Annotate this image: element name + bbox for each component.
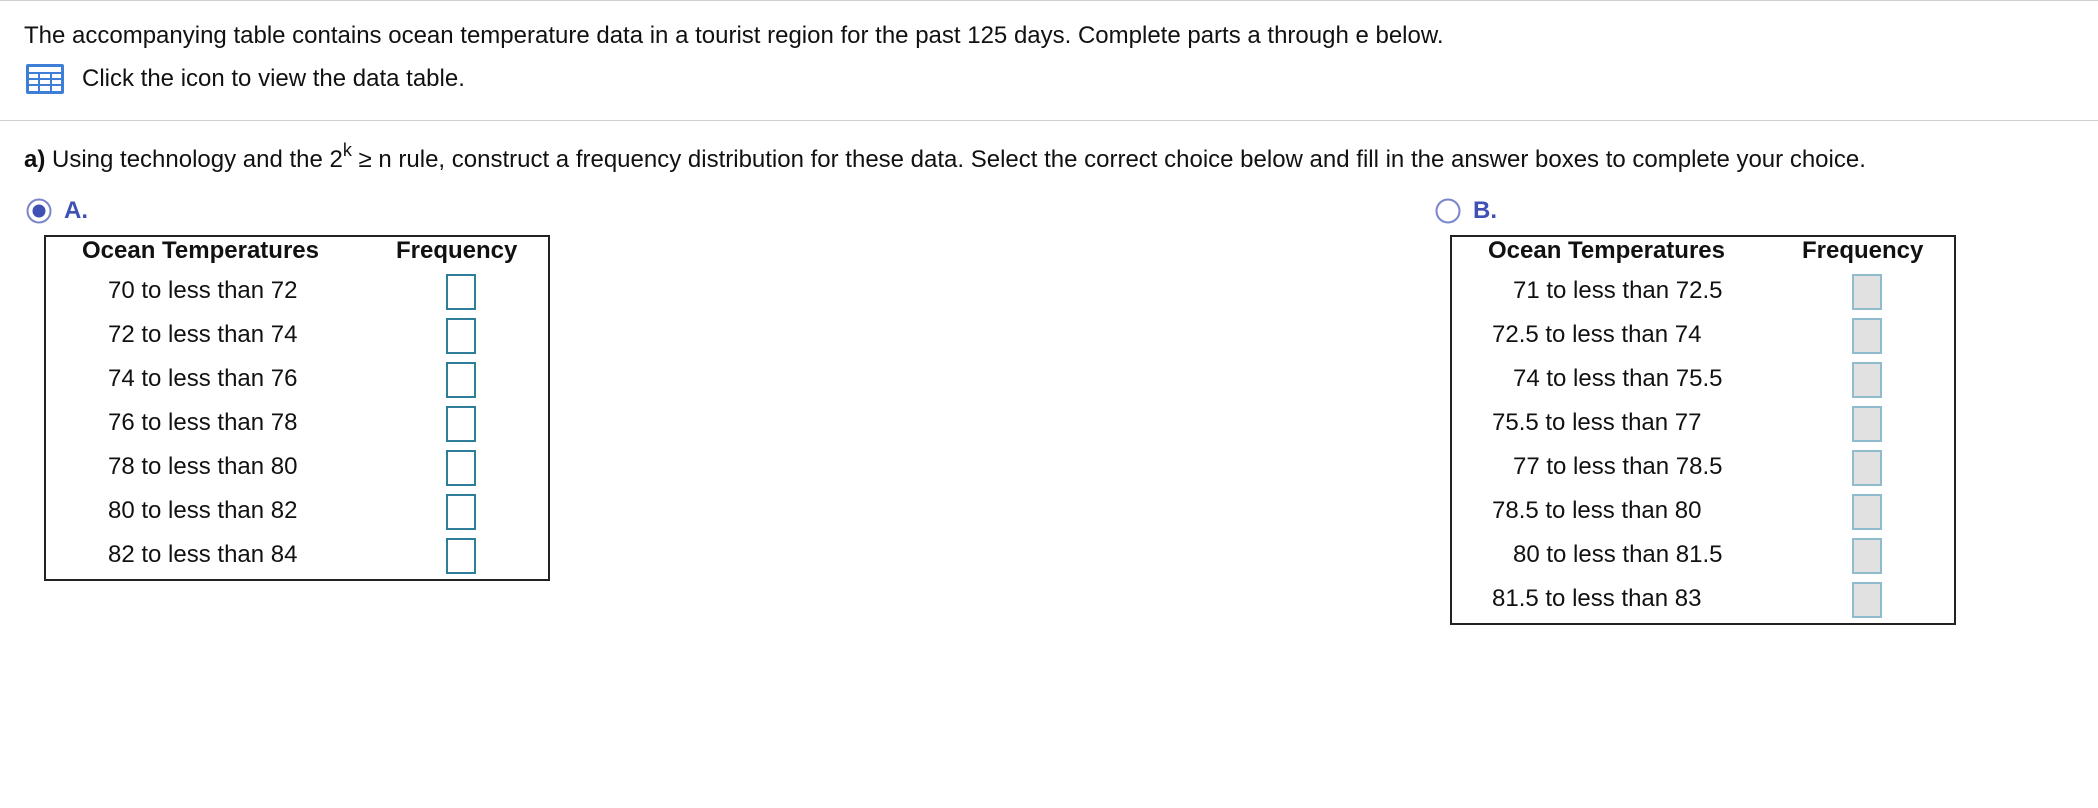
problem-intro: The accompanying table contains ocean temperature data in a tourist region for the past 125 days. Complete parts a through e below. <box>24 22 1444 49</box>
question-part-a <box>24 142 1866 174</box>
choice-b-radio-icon[interactable] <box>1435 198 1461 224</box>
question-text-before: Using technology and the 2 <box>52 146 343 173</box>
choice-b-letter: B. <box>1473 197 1497 224</box>
choice-a-frequency-input[interactable] <box>446 538 476 574</box>
view-data-table-label[interactable]: Click the icon to view the data table. <box>82 65 465 92</box>
question-superscript: k <box>342 140 352 160</box>
choice-a-frequency-table <box>44 235 550 581</box>
choice-a-header-frequency: Frequency <box>396 237 518 264</box>
section-divider <box>0 120 2098 121</box>
choice-b-frequency-input[interactable] <box>1852 362 1882 398</box>
part-label: a) <box>24 146 46 173</box>
choice-a-row-label: 80 to less than 82 <box>108 497 298 524</box>
choice-b-frequency-input[interactable] <box>1852 538 1882 574</box>
choice-a-letter: A. <box>64 197 88 224</box>
view-data-table-link[interactable] <box>26 64 465 94</box>
choice-b-row-label: 80 to less than 81.5 <box>1513 541 1723 568</box>
choice-b-row-label: 74 to less than 75.5 <box>1513 365 1723 392</box>
choice-b-row-label: 75.5 to less than 77 <box>1492 409 1702 436</box>
choice-a-row-label: 72 to less than 74 <box>108 321 298 348</box>
question-text-after: ≥ n rule, construct a frequency distribution for these data. Select the correct choice below and fill in the answer boxes to complete your choice. <box>351 146 1866 173</box>
choice-a-frequency-input[interactable] <box>446 274 476 310</box>
choice-b-row-label: 77 to less than 78.5 <box>1513 453 1723 480</box>
choice-b-frequency-input[interactable] <box>1852 406 1882 442</box>
choice-b-frequency-input[interactable] <box>1852 318 1882 354</box>
choice-a-row-label: 82 to less than 84 <box>108 541 298 568</box>
choice-a-row-label: 76 to less than 78 <box>108 409 298 436</box>
choice-b-frequency-table <box>1450 235 1956 625</box>
choice-b-frequency-input[interactable] <box>1852 582 1882 618</box>
top-divider <box>0 0 2098 1</box>
choice-a-frequency-input[interactable] <box>446 494 476 530</box>
choice-b[interactable] <box>1435 197 1497 225</box>
choice-b-header-class: Ocean Temperatures <box>1488 237 1725 264</box>
choice-b-row-label: 78.5 to less than 80 <box>1492 497 1702 524</box>
choice-a[interactable] <box>26 197 88 225</box>
choice-b-frequency-input[interactable] <box>1852 274 1882 310</box>
choice-a-frequency-input[interactable] <box>446 362 476 398</box>
choice-a-row-label: 70 to less than 72 <box>108 277 298 304</box>
choice-a-frequency-input[interactable] <box>446 406 476 442</box>
choice-a-radio-selected-icon[interactable] <box>26 198 52 224</box>
choice-b-row-label: 72.5 to less than 74 <box>1492 321 1702 348</box>
table-grid-icon[interactable] <box>26 64 64 94</box>
choice-a-frequency-input[interactable] <box>446 318 476 354</box>
choice-b-frequency-input[interactable] <box>1852 450 1882 486</box>
choice-a-row-label: 78 to less than 80 <box>108 453 298 480</box>
choice-b-row-label: 71 to less than 72.5 <box>1513 277 1723 304</box>
choice-a-frequency-input[interactable] <box>446 450 476 486</box>
choice-b-row-label: 81.5 to less than 83 <box>1492 585 1702 612</box>
choice-b-header-frequency: Frequency <box>1802 237 1924 264</box>
choice-b-frequency-input[interactable] <box>1852 494 1882 530</box>
choice-a-header-class: Ocean Temperatures <box>82 237 319 264</box>
choice-a-row-label: 74 to less than 76 <box>108 365 298 392</box>
